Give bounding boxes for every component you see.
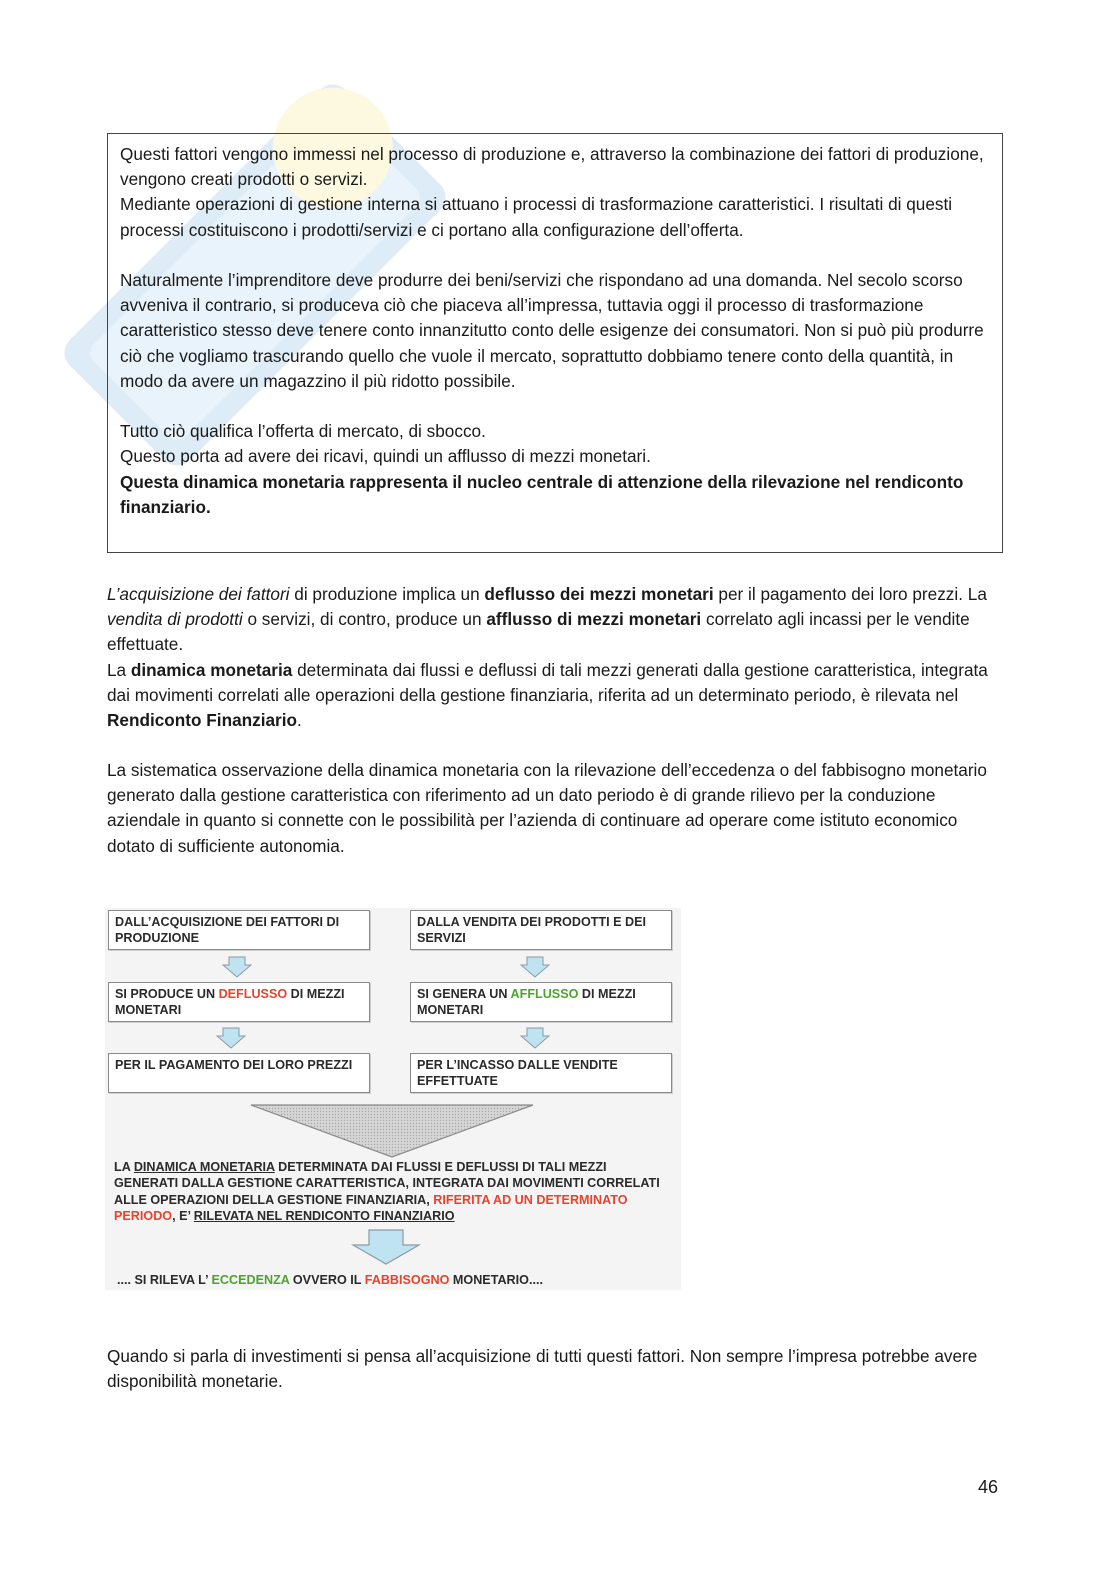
diagram-left-box-1: [108, 910, 370, 950]
left-box-2-post: DI MEZZI MONETARI: [115, 987, 345, 1017]
p1-bold-j: dinamica monetaria: [130, 659, 293, 680]
boxed-line-5: Questo porta ad avere dei ricavi, quindi un afflusso di mezzi monetari.: [120, 446, 651, 467]
boxed-line-4: Tutto ciò qualifica l’offerta di mercato, di sbocco.: [120, 421, 486, 442]
boxed-line-2: Mediante operazioni di gestione interna si attuano i processi di trasformazione caratteristici. I risultati di questi processi costituiscono i prodotti/servizi e ci portano alla configurazione dell’offerta.: [120, 194, 953, 240]
final-d: FABBISOGNO: [364, 1273, 450, 1287]
diagram-left-box-2: [108, 982, 370, 1022]
final-statement: [117, 1272, 677, 1288]
p1-bold-g: afflusso di mezzi monetari: [486, 609, 702, 630]
dyn-a: LA: [114, 1160, 134, 1174]
flow-diagram: [105, 908, 681, 1290]
arrow-down-icon: [520, 1027, 550, 1049]
final-a: .... SI RILEVA L’: [117, 1273, 212, 1287]
dynamics-statement: [114, 1159, 674, 1225]
arrow-down-icon: [520, 956, 550, 978]
diagram-left-box-3: [108, 1053, 370, 1093]
right-box-2-post: DI MEZZI MONETARI: [417, 987, 636, 1017]
diagram-right-box-3: [410, 1053, 672, 1093]
p1-italic-e: vendita di prodotti: [107, 609, 243, 630]
dyn-d: RIFERITA AD UN DETERMINATO PERIODO: [114, 1192, 628, 1224]
p1-bold-l: Rendiconto Finanziario: [107, 710, 298, 731]
right-box-2-key: AFFLUSSO: [510, 987, 579, 1001]
right-box-3-text: PER L’INCASSO DALLE VENDITE EFFETTUATE: [417, 1058, 618, 1088]
boxed-note: [107, 133, 1003, 553]
left-box-2-pre: SI PRODUCE UN: [115, 987, 219, 1001]
right-box-2-pre: SI GENERA UN: [417, 987, 511, 1001]
paragraph-observation: [107, 758, 1007, 859]
final-b: ECCEDENZA: [211, 1273, 290, 1287]
dyn-b: DINAMICA MONETARIA: [133, 1160, 275, 1174]
p1-k: determinata dai flussi e deflussi di tali mezzi generati dalla gestione caratteristica, integrata dai movimenti correlati alle operazioni della gestione finanziaria, riferita ad un determinato periodo, è rilevata nel: [107, 659, 988, 705]
boxed-line-3: Naturalmente l’imprenditore deve produrre dei beni/servizi che rispondano ad una domanda. Nel secolo scorso avveniva il contrario, si produceva ciò che piaceva all’impressa, tuttavia oggi il processo di trasformazione caratteristico stesso deve tenere conto innanzitutto conto delle esigenze dei consumatori. Non si può più produrre ciò che vogliamo trascurando quello che vuole il mercato, soprattutto dobbiamo tenere conto della quantità, in modo da avere un magazzino il più ridotto possibile.: [120, 270, 984, 391]
arrow-down-icon: [222, 956, 252, 978]
boxed-line-6: Questa dinamica monetaria rappresenta il nucleo centrale di attenzione della rilevazione nel rendiconto finanziario.: [120, 471, 964, 517]
p1-i: La: [107, 659, 131, 680]
p1-f: o servizi, di contro, produce un: [242, 609, 487, 630]
final-c: OVVERO IL: [289, 1273, 365, 1287]
dyn-e: , E’: [172, 1209, 194, 1224]
p1-b: di produzione implica un: [289, 584, 485, 604]
dyn-f: RILEVATA NEL RENDICONTO FINANZIARIO: [193, 1209, 455, 1224]
paragraph-investments: [107, 1344, 1007, 1394]
right-box-1-text: DALLA VENDITA DEI PRODOTTI E DEI SERVIZI: [417, 915, 647, 945]
p2-text: La sistematica osservazione della dinamica monetaria con la rilevazione dell’eccedenza o del fabbisogno monetario generato dalla gestione caratteristica con riferimento ad un dato periodo è di grande rilievo per la conduzione aziendale in quanto si connette con le possibilità per l’azienda di continuare ad operare come istituto economico dotato di sufficiente autonomia.: [107, 760, 987, 856]
paragraph-flows: [107, 582, 1007, 733]
dyn-c: DETERMINATA DAI FLUSSI E DEFLUSSI DI TALI MEZZI GENERATI DALLA GESTIONE CARATTERISTICA, INTEGRATA DAI MOVIMENTI CORRELATI ALLE OPERAZIONI DELLA GESTIONE FINANZIARIA,: [114, 1160, 660, 1207]
p1-h: correlato agli incassi per le vendite effettuate.: [107, 609, 970, 655]
funnel-triangle-icon: [250, 1104, 534, 1158]
p1-italic-a: L’acquisizione dei fattori: [107, 584, 290, 604]
p1-m: .: [297, 710, 302, 731]
diagram-right-box-1: [410, 910, 672, 950]
p1-d: per il pagamento dei loro prezzi. La: [713, 584, 987, 604]
p3-text: Quando si parla di investimenti si pensa all’acquisizione di tutti questi fattori. Non sempre l’impresa potrebbe avere disponibilità monetarie.: [107, 1346, 978, 1392]
page-number: 46: [978, 1477, 999, 1497]
left-box-1-text: DALL’ACQUISIZIONE DEI FATTORI DI PRODUZIONE: [115, 915, 340, 945]
final-e: MONETARIO....: [449, 1273, 543, 1287]
left-box-3-text: PER IL PAGAMENTO DEI LORO PREZZI: [115, 1058, 353, 1072]
diagram-right-box-2: [410, 982, 672, 1022]
boxed-line-1: Questi fattori vengono immessi nel processo di produzione e, attraverso la combinazione dei fattori di produzione, vengono creati prodotti o servizi.: [120, 144, 984, 190]
arrow-down-icon: [351, 1229, 421, 1265]
p1-bold-c: deflusso dei mezzi monetari: [484, 584, 714, 604]
arrow-down-icon: [216, 1027, 246, 1049]
left-box-2-key: DEFLUSSO: [218, 987, 288, 1001]
